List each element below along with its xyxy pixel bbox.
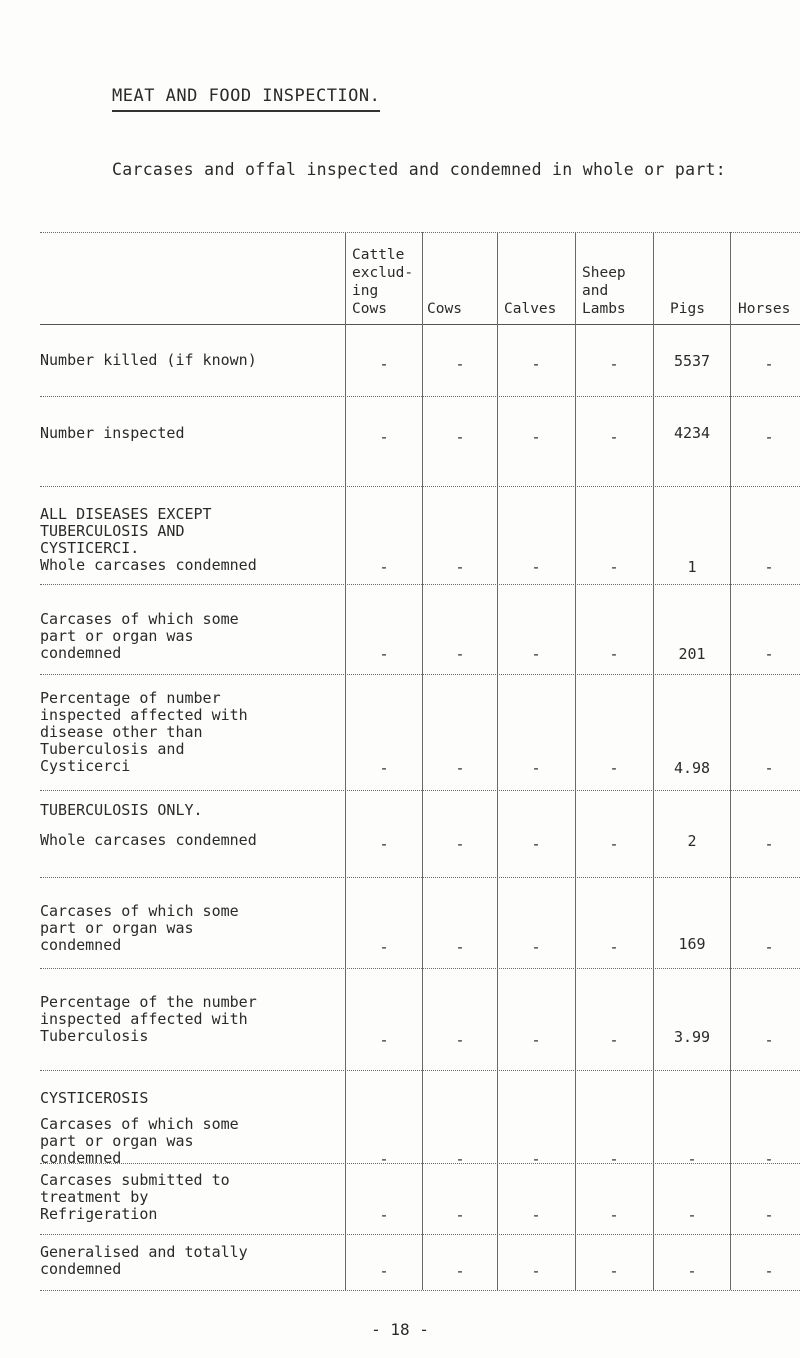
table-cell: 3.99 bbox=[673, 1028, 711, 1046]
table-cell: 5537 bbox=[673, 352, 711, 370]
table-cell: - bbox=[609, 938, 619, 956]
section-title-cysticerosis: CYSTICEROSIS bbox=[40, 1089, 149, 1107]
table-cell: - bbox=[609, 428, 619, 446]
table-cell: - bbox=[609, 645, 619, 663]
table-rule bbox=[40, 1290, 800, 1291]
row-label: Carcases of which some part or organ was condemned bbox=[40, 1115, 239, 1167]
table-cell: - bbox=[379, 355, 389, 373]
table-cell: - bbox=[455, 1262, 465, 1280]
table-cell: - bbox=[764, 1262, 774, 1280]
table-cell: - bbox=[379, 759, 389, 777]
column-rule bbox=[575, 232, 576, 1290]
table-cell: - bbox=[379, 1262, 389, 1280]
table-cell: - bbox=[455, 1031, 465, 1049]
row-label: Whole carcases condemned bbox=[40, 831, 257, 849]
column-rule bbox=[422, 232, 423, 1290]
table-cell: - bbox=[531, 938, 541, 956]
table-cell: - bbox=[379, 558, 389, 576]
table-cell: - bbox=[687, 1262, 697, 1280]
table-cell: 2 bbox=[687, 832, 697, 850]
column-header: Cows bbox=[427, 301, 462, 317]
table-cell: - bbox=[764, 1206, 774, 1224]
table-cell: - bbox=[609, 558, 619, 576]
table-cell: - bbox=[455, 1150, 465, 1168]
table-rule bbox=[40, 584, 800, 585]
table-cell: - bbox=[609, 1150, 619, 1168]
table-cell: - bbox=[764, 558, 774, 576]
table-rule bbox=[40, 396, 800, 397]
table-cell: - bbox=[455, 428, 465, 446]
table-cell: - bbox=[609, 1262, 619, 1280]
row-label: Number killed (if known) bbox=[40, 351, 257, 369]
table-cell: - bbox=[455, 1206, 465, 1224]
table-cell: - bbox=[764, 1150, 774, 1168]
table-rule bbox=[40, 486, 800, 487]
table-cell: - bbox=[379, 428, 389, 446]
column-header: Horses bbox=[738, 301, 791, 317]
table-cell: - bbox=[379, 1150, 389, 1168]
table-cell: - bbox=[609, 759, 619, 777]
table-cell: - bbox=[531, 428, 541, 446]
row-label: Percentage of the number inspected affected with Tuberculosis bbox=[40, 993, 257, 1045]
table-cell: - bbox=[531, 645, 541, 663]
table-cell: - bbox=[379, 1031, 389, 1049]
table-cell: - bbox=[531, 1262, 541, 1280]
table-cell: - bbox=[531, 1150, 541, 1168]
table-cell: - bbox=[609, 355, 619, 373]
table-cell: - bbox=[687, 1150, 697, 1168]
table-rule bbox=[40, 1234, 800, 1235]
row-label: Carcases submitted to treatment by Refrigeration bbox=[40, 1171, 230, 1223]
table-rule bbox=[40, 324, 800, 325]
table-cell: - bbox=[687, 1206, 697, 1224]
row-label: ALL DISEASES EXCEPT TUBERCULOSIS AND CYSTICERCI. Whole carcases condemned bbox=[40, 505, 257, 574]
table-caption: Carcases and offal inspected and condemned in whole or part: bbox=[112, 160, 727, 179]
column-rule bbox=[730, 232, 731, 1290]
table-cell: - bbox=[609, 1031, 619, 1049]
table-cell: - bbox=[455, 645, 465, 663]
table-rule bbox=[40, 1070, 800, 1071]
table-cell: - bbox=[455, 558, 465, 576]
table-cell: - bbox=[531, 835, 541, 853]
table-rule bbox=[40, 790, 800, 791]
table-cell: - bbox=[379, 1206, 389, 1224]
table-cell: 201 bbox=[678, 645, 706, 663]
column-header: Sheep and Lambs bbox=[582, 265, 626, 317]
table-cell: - bbox=[531, 759, 541, 777]
table-cell: - bbox=[455, 835, 465, 853]
row-label: Carcases of which some part or organ was condemned bbox=[40, 610, 239, 662]
column-rule bbox=[497, 232, 498, 1290]
table-cell: - bbox=[455, 938, 465, 956]
table-cell: - bbox=[609, 1206, 619, 1224]
column-header: Cattle exclud- ing Cows bbox=[352, 247, 414, 317]
table-cell: - bbox=[379, 645, 389, 663]
table-cell: 4.98 bbox=[673, 759, 711, 777]
row-label: Number inspected bbox=[40, 424, 185, 442]
table-cell: - bbox=[531, 558, 541, 576]
row-label: Percentage of number inspected affected with disease other than Tuberculosis and Cysticerci bbox=[40, 689, 248, 775]
table-cell: - bbox=[455, 355, 465, 373]
table-cell: - bbox=[531, 1031, 541, 1049]
table-cell: - bbox=[379, 835, 389, 853]
table-cell: - bbox=[455, 759, 465, 777]
page-number: - 18 - bbox=[371, 1320, 429, 1339]
table-cell: 169 bbox=[678, 935, 706, 953]
table-cell: - bbox=[764, 645, 774, 663]
table-rule bbox=[40, 232, 800, 233]
table-cell: - bbox=[764, 759, 774, 777]
column-rule bbox=[653, 232, 654, 1290]
row-label: Generalised and totally condemned bbox=[40, 1243, 248, 1278]
table-cell: 4234 bbox=[673, 424, 711, 442]
table-rule bbox=[40, 674, 800, 675]
table-cell: - bbox=[764, 428, 774, 446]
table-cell: - bbox=[531, 355, 541, 373]
row-label: Carcases of which some part or organ was condemned bbox=[40, 902, 239, 954]
table-cell: - bbox=[764, 1031, 774, 1049]
column-header: Calves bbox=[504, 301, 557, 317]
table-rule bbox=[40, 968, 800, 969]
table-cell: - bbox=[764, 835, 774, 853]
column-rule bbox=[345, 232, 346, 1290]
table-cell: - bbox=[609, 835, 619, 853]
section-title-tuberculosis: TUBERCULOSIS ONLY. bbox=[40, 801, 203, 819]
title-underline bbox=[112, 110, 380, 112]
page-title: MEAT AND FOOD INSPECTION. bbox=[112, 86, 381, 106]
table-cell: - bbox=[764, 938, 774, 956]
table-cell: - bbox=[379, 938, 389, 956]
table-cell: - bbox=[764, 355, 774, 373]
table-cell: 1 bbox=[687, 558, 697, 576]
table-cell: - bbox=[531, 1206, 541, 1224]
column-header: Pigs bbox=[670, 301, 705, 317]
table-rule bbox=[40, 877, 800, 878]
